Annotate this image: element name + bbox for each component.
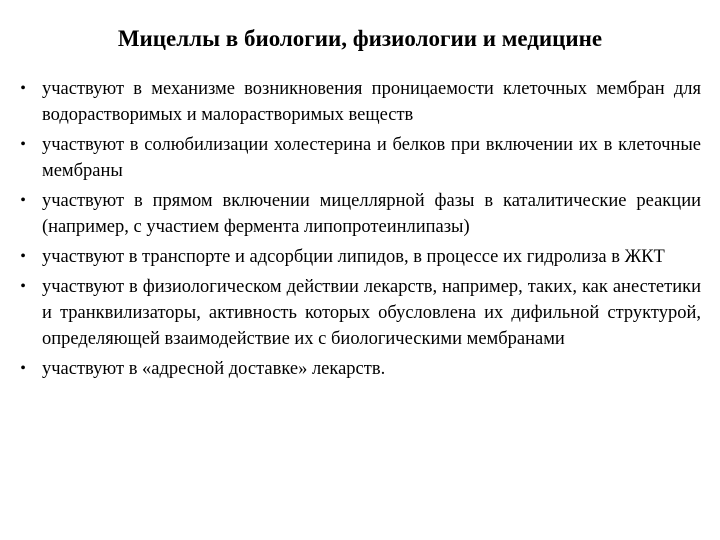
bullet-icon: •: [20, 80, 26, 97]
list-item: [16, 274, 701, 352]
list-item: [16, 76, 701, 128]
bullet-icon: •: [20, 192, 26, 209]
list-item-text: участвуют в «адресной доставке» лекарств.: [42, 359, 386, 379]
bullet-icon: •: [20, 248, 26, 265]
bullet-icon: •: [20, 278, 26, 295]
list-item-text: участвуют в механизме возникновения проницаемости клеточных мембран для водорастворимых и малорастворимых веществ: [42, 79, 701, 125]
slide-title: Мицеллы в биологии, физиологии и медицине: [117, 26, 603, 51]
list-item: [16, 132, 701, 184]
list-item-text: участвуют в физиологическом действии лекарств, например, таких, как анестетики и транквилизаторы, активность которых обусловлена их дифильной структурой, определяющей взаимодействие их с биологическими мембранами: [42, 277, 701, 349]
bullet-icon: •: [20, 360, 26, 377]
list-item-text: участвуют в прямом включении мицеллярной фазы в каталитические реакции (например, с участием фермента липопротеинлипазы): [42, 191, 701, 237]
bullet-list: [16, 76, 701, 386]
list-item: [16, 356, 701, 382]
list-item-text: участвуют в солюбилизации холестерина и белков при включении их в клеточные мембраны: [42, 135, 701, 181]
bullet-icon: •: [20, 136, 26, 153]
list-item-text: участвуют в транспорте и адсорбции липидов, в процессе их гидролиза в ЖКТ: [42, 247, 665, 267]
list-item: [16, 244, 701, 270]
list-item: [16, 188, 701, 240]
